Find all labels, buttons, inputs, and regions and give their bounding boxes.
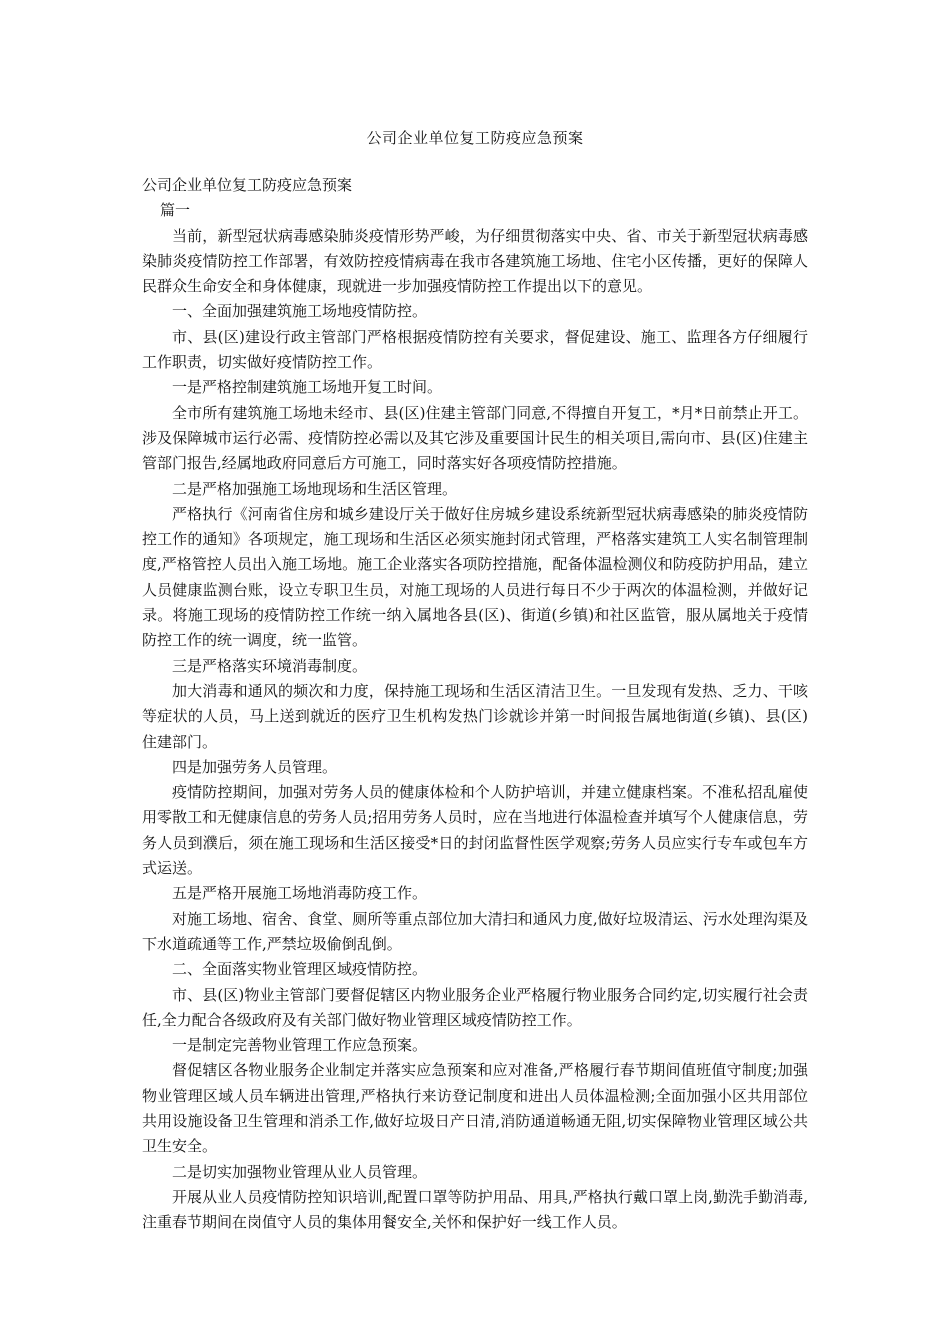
section-heading: 一、全面加强建筑施工场地疫情防控。 xyxy=(172,302,428,321)
paragraph: 疫情防控期间，加强对劳务人员的健康体检和个人防护培训，并建立健康档案。不准私招乱雇使用零散工和无健康信息的劳务人员;招用劳务人员时，应在当地进行体温检查并填写个人健康信息，劳务人员到濮后，须在施工现场和生活区接受*日的封闭监督性医学观察;劳务人员应实行专车或包车方式运送。 xyxy=(142,783,808,878)
paragraph: 市、县(区)建设行政主管部门严格根据疫情防控有关要求，督促建设、施工、监理各方仔细履行工作职责，切实做好疫情防控工作。 xyxy=(142,327,808,372)
subsection-heading: 三是严格落实环境消毒制度。 xyxy=(172,656,368,675)
subsection-heading: 一是严格控制建筑施工场地开复工时间。 xyxy=(172,378,443,397)
subsection-heading: 一是制定完善物业管理工作应急预案。 xyxy=(172,1036,428,1055)
paragraph: 当前，新型冠状病毒感染肺炎疫情形势严峻，为仔细贯彻落实中央、省、市关于新型冠状病毒感染肺炎疫情防控工作部署，有效防控疫情病毒在我市各建筑施工场地、住宅小区传播，更好的保障人民群众生命安全和身体健康，现就进一步加强疫情防控工作提出以下的意见。 xyxy=(142,226,808,296)
paragraph: 督促辖区各物业服务企业制定并落实应急预案和应对准备,严格履行春节期间值班值守制度;加强物业管理区域人员车辆进出管理,严格执行来访登记制度和进出人员体温检测;全面加强小区共用部位共用设施设备卫生管理和消杀工作,做好垃圾日产日清,消防通道畅通无阻,切实保障物业管理区域公共卫生安全。 xyxy=(142,1061,808,1156)
paragraph: 全市所有建筑施工场地未经市、县(区)住建主管部门同意,不得擅自开复工，*月*日前禁止开工。涉及保障城市运行必需、疫情防控必需以及其它涉及重要国计民生的相关项目,需向市、县(区)住建主管部门报告,经属地政府同意后方可施工，同时落实好各项疫情防控措施。 xyxy=(142,403,808,473)
paragraph: 严格执行《河南省住房和城乡建设厅关于做好住房城乡建设系统新型冠状病毒感染的肺炎疫情防控工作的通知》各项规定，施工现场和生活区必须实施封闭式管理，严格落实建筑工人实名制管理制度,严格管控人员出入施工场地。施工企业落实各项防控措施，配备体温检测仪和防疫防护用品，建立人员健康监测台账，设立专职卫生员，对施工现场的人员进行每日不少于两次的体温检测，并做好记录。将施工现场的疫情防控工作统一纳入属地各县(区)、街道(乡镇)和社区监管，服从属地关于疫情防控工作的统一调度，统一监管。 xyxy=(142,504,808,650)
paragraph: 对施工场地、宿舍、食堂、厕所等重点部位加大清扫和通风力度,做好垃圾清运、污水处理沟渠及下水道疏通等工作,严禁垃圾偷倒乱倒。 xyxy=(142,909,808,953)
paragraph: 加大消毒和通风的频次和力度，保持施工现场和生活区清洁卫生。一旦发现有发热、乏力、干咳等症状的人员，马上送到就近的医疗卫生机构发热门诊就诊并第一时间报告属地街道(乡镇)、县(区)住建部门。 xyxy=(142,681,808,751)
subsection-heading: 二是严格加强施工场地现场和生活区管理。 xyxy=(172,479,458,498)
subsection-heading: 五是严格开展施工场地消毒防疫工作。 xyxy=(172,884,428,903)
document-body xyxy=(142,173,808,1235)
body-heading: 公司企业单位复工防疫应急预案 xyxy=(142,176,353,194)
section-label: 篇一 xyxy=(160,201,191,220)
section-heading: 二、全面落实物业管理区域疫情防控。 xyxy=(172,960,428,979)
subsection-heading: 四是加强劳务人员管理。 xyxy=(172,757,338,776)
subsection-heading: 二是切实加强物业管理从业人员管理。 xyxy=(172,1162,428,1181)
paragraph: 市、县(区)物业主管部门要督促辖区内物业服务企业严格履行物业服务合同约定,切实履行社会责任,全力配合各级政府及有关部门做好物业管理区域疫情防控工作。 xyxy=(142,985,808,1029)
page-title: 公司企业单位复工防疫应急预案 xyxy=(366,129,584,147)
paragraph: 开展从业人员疫情防控知识培训,配置口罩等防护用品、用具,严格执行戴口罩上岗,勤洗手勤消毒,注重春节期间在岗值守人员的集体用餐安全,关怀和保护好一线工作人员。 xyxy=(142,1187,808,1232)
